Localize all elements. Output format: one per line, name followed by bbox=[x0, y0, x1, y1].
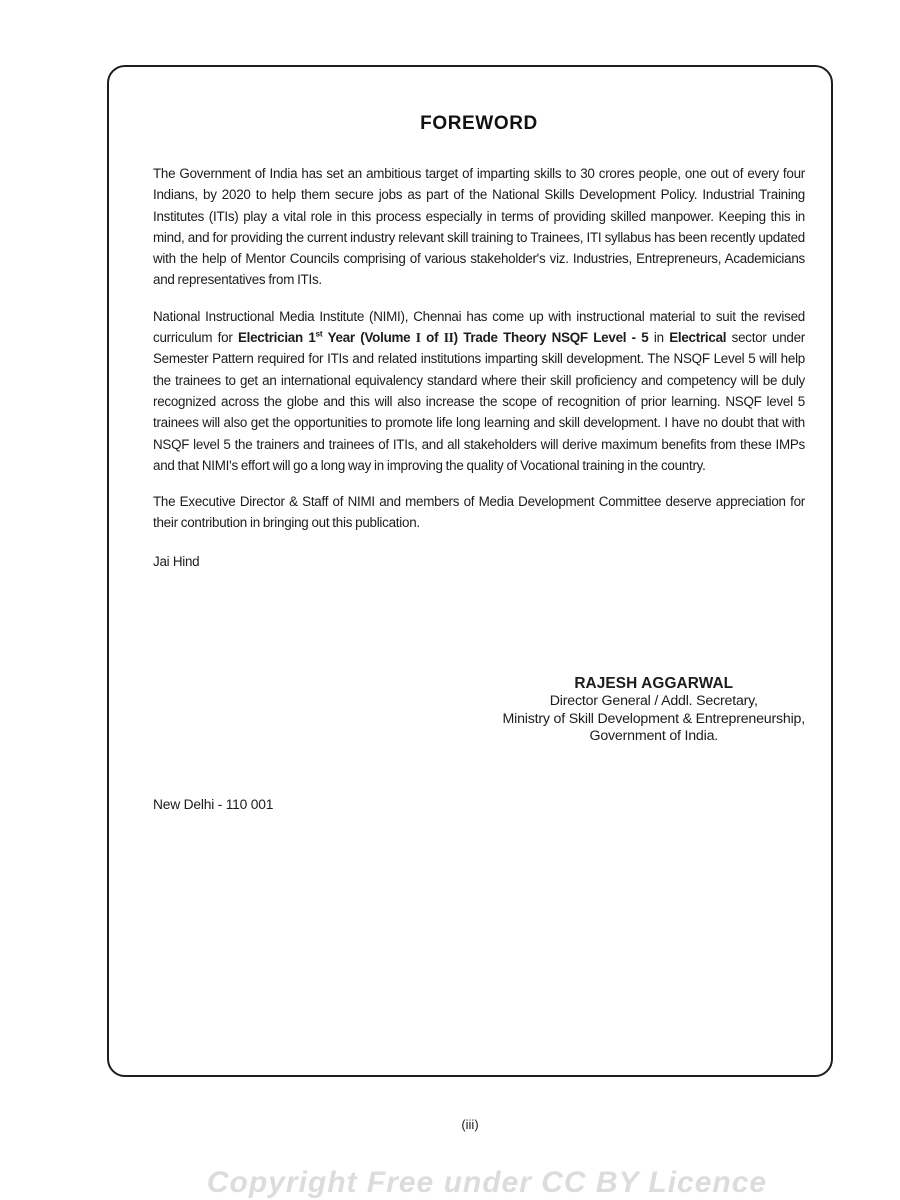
foreword-paragraph-3: The Executive Director & Staff of NIMI and members of Media Development Committee deserve appreciation for their contribution in bringing out this publication. bbox=[153, 494, 805, 531]
place-line: New Delhi - 110 001 bbox=[153, 797, 274, 813]
page-number: (iii) bbox=[461, 1117, 479, 1132]
foreword-paragraph-1: The Government of India has set an ambitious target of imparting skills to 30 crores people, one out of every four Indians, by 2020 to help them secure jobs as part of the National Skills Development Policy. Industrial Training Institutes (ITIs) play a vital role in this process especially in terms of providing skilled manpower. Keeping this in mind, and for providing the current industry relevant skill training to Trainees, ITI syllabus has been recently updated with the help of Mentor Councils comprising of various stakeholder's viz. Industries, Entrepreneurs, Academicians and representatives from ITIs. bbox=[153, 166, 805, 288]
signatory-title-line-3: Government of India. bbox=[589, 727, 719, 744]
signatory-name: RAJESH AGGARWAL bbox=[574, 674, 734, 692]
page-title: FOREWORD bbox=[420, 113, 538, 134]
signature-block bbox=[503, 675, 805, 746]
copyright-watermark: Copyright Free under CC BY Licence bbox=[206, 1166, 768, 1199]
foreword-paragraph-2: National Instructional Media Institute (NIMI), Chennai has come up with instructional material to suit the revised curriculum for Electrician 1st Year (Volume I of II) Trade Theory NSQF Level - 5 in Electrical sector under Semester Pattern required for ITIs and related institutions imparting skill development. The NSQF Level 5 will help the trainees to get an international equivalency standard where their skill proficiency and competency will be duly recognized across the globe and this will also increase the scope of recognition of prior learning. NSQF level 5 trainees will also get the opportunities to promote life long learning and skill development. I have no doubt that with NSQF level 5 the trainers and trainees of ITIs, and all stakeholders will derive maximum benefits from these IMPs and that NIMI's effort will go a long way in improving the quality of Vocational training in the country. bbox=[153, 308, 806, 473]
signatory-title-line-1: Director General / Addl. Secretary, bbox=[549, 693, 758, 710]
foreword-border-box bbox=[107, 65, 833, 1077]
salutation: Jai Hind bbox=[153, 553, 200, 569]
signatory-title-line-2: Ministry of Skill Development & Entrepreneurship, bbox=[502, 710, 805, 727]
